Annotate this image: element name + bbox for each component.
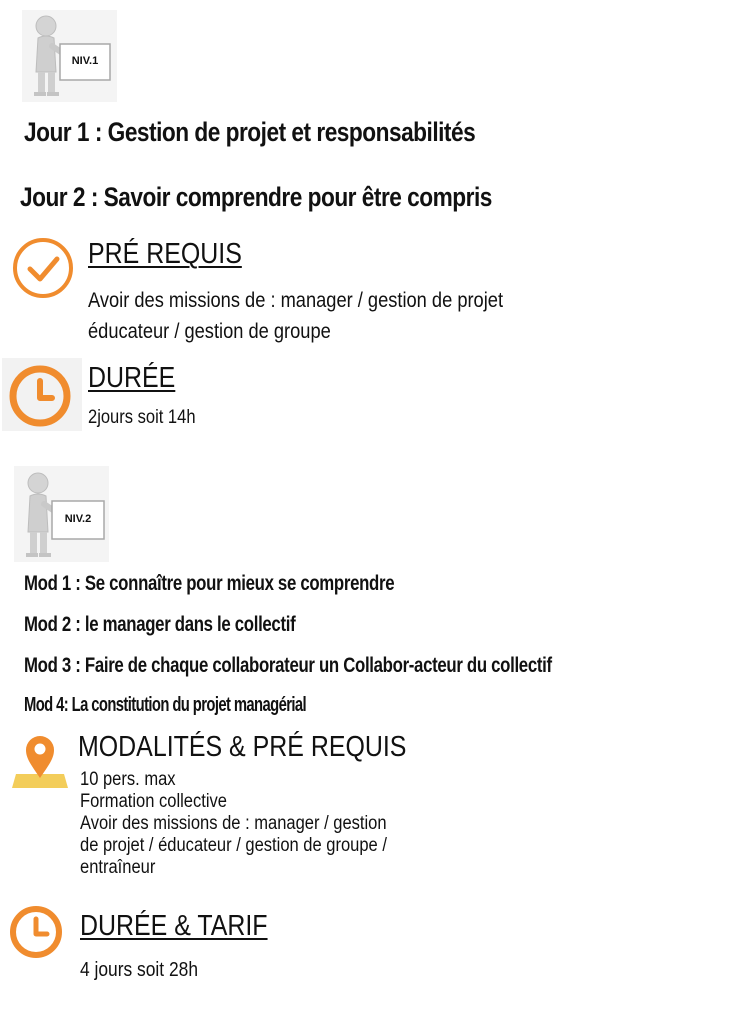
clock-icon xyxy=(6,362,74,430)
modalites-line-3: Avoir des missions de : manager / gestion xyxy=(80,813,387,834)
duree-text: 2jours soit 14h xyxy=(88,407,196,428)
level1-badge: NIV.1 xyxy=(71,55,99,67)
prerequis-line-1: Avoir des missions de : manager / gestion de projet xyxy=(88,289,504,312)
prerequis-heading: PRÉ REQUIS xyxy=(88,238,242,270)
level2-figure xyxy=(14,466,109,562)
module-4: Mod 4: La constitution du projet managérial xyxy=(24,694,307,716)
cropped-bottom-edge xyxy=(80,984,260,989)
clock-icon xyxy=(6,902,66,962)
level1-figure xyxy=(22,10,117,102)
duree-heading: DURÉE xyxy=(88,362,176,394)
module-3: Mod 3 : Faire de chaque collaborateur un Collabor-acteur du collectif xyxy=(24,654,552,677)
prerequis-line-2: éducateur / gestion de groupe xyxy=(88,320,331,343)
modalites-line-4: de projet / éducateur / gestion de groupe / xyxy=(80,835,387,856)
map-pin-icon xyxy=(10,728,70,790)
checkmark-circle-icon xyxy=(10,235,76,301)
duree-tarif-heading: DURÉE & TARIF xyxy=(80,910,268,942)
level2-badge: NIV.2 xyxy=(64,513,92,525)
module-1: Mod 1 : Se connaître pour mieux se comprendre xyxy=(24,572,395,595)
day-1-title: Jour 1 : Gestion de projet et responsabilités xyxy=(24,117,476,147)
modalites-line-5: entraîneur xyxy=(80,857,156,878)
modalites-line-1: 10 pers. max xyxy=(80,769,176,790)
modalites-heading: MODALITÉS & PRÉ REQUIS xyxy=(78,731,407,763)
modalites-line-2: Formation collective xyxy=(80,791,227,812)
module-2: Mod 2 : le manager dans le collectif xyxy=(24,613,296,636)
duree-tarif-text: 4 jours soit 28h xyxy=(80,959,199,981)
day-2-title: Jour 2 : Savoir comprendre pour être compris xyxy=(20,182,492,212)
